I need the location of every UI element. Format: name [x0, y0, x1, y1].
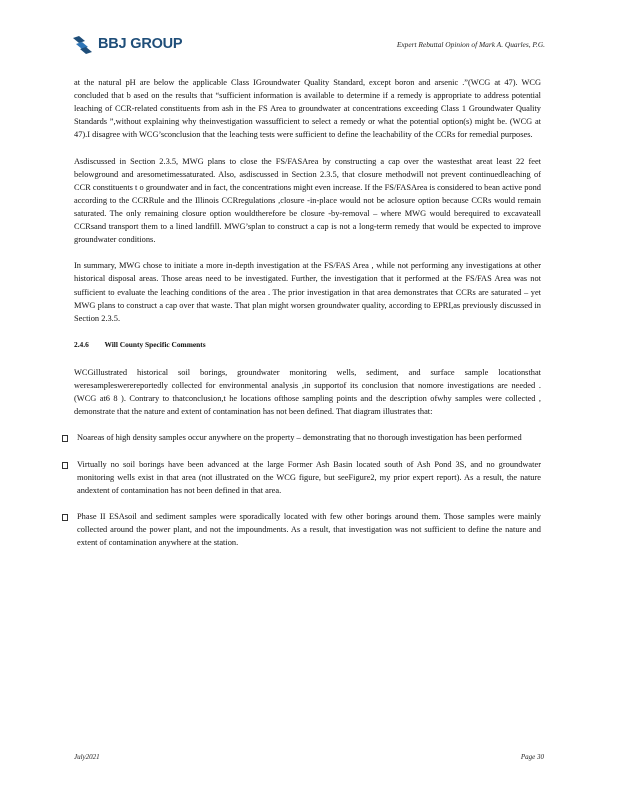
- bullet-text: Noareas of high density samples occur anywhere on the property – demonstrating that no thorough investigation has been performed: [77, 433, 522, 443]
- document-title: Expert Rebuttal Opinion of Mark A. Quarles, P.G.: [396, 40, 545, 49]
- bullet-item: [74, 510, 541, 549]
- bullet-text: Virtually no soil borings have been advanced at the large Former Ash Basin located south of Ash Pond 3S, and no groundwater monitoring wells exist in that area (not illustrated on the WCG figure, but seeFigure2, my prior expert report). As a result, the nature andextent of contamination has not been defined in that area.: [77, 459, 541, 495]
- section-heading: [74, 338, 541, 351]
- paragraph: Asdiscussed in Section 2.3.5, MWG plans to close the FS/FASArea by constructing a cap over the wastesthat areat least 22 feet belowground and aresometimessaturated. Also, asdiscussed in Section 2.3.5, that closure methodwill not prevent continuedleaching of CCR constituents t o groundwater and in fact, the concentrations might even increase. If the FS/FASArea is considered to bean active pond according to the CCRRule and the Illinois CCRregulations ,closure -in-place would not be aclosure option because CCRs would remain saturated. The only remaining closure option wouldtherefore be closure -by-removal – where MWG would berequired to excavateall CCRsand transport them to a lined landfill. MWG’splan to construct a cap is not a long-term remedy that would be expected to improve groundwater conditions.: [74, 156, 541, 245]
- bullet-item: [74, 431, 541, 444]
- page-body: [74, 76, 541, 562]
- bbj-logo-icon: [72, 34, 94, 54]
- company-logo: [72, 34, 182, 54]
- section-title: Will County Specific Comments: [104, 339, 206, 349]
- page-number: Page 30: [520, 753, 544, 761]
- section-number: 2.4.6: [74, 339, 89, 349]
- logo-text: BBJ GROUP: [98, 36, 183, 52]
- paragraph: at the natural pH are below the applicable Class IGroundwater Quality Standard, except boron and arsenic .”(WCG at 47). WCG concluded that b ased on the results that “sufficient information is available to determine if a remedy is appropriate to address potential leaching of CCR-related constituents from ash in the FS Area to groundwater at concentrations exceeding Class 1 Groundwater Quality Standards ”,without explaining why theinvestigation wassufficient to select a remedy or what the potential option(s) might be. (WCG at 47).I disagree with WCG’sconclusion that the leaching tests were sufficient to define the leachability of the CCRs for remedial purposes.: [74, 78, 541, 140]
- paragraph: WCGillustrated historical soil borings, groundwater monitoring wells, sediment, and surface sample locationsthat weresampleswerereportedly collected for environmental analysis ,in supportof its conclusion that nomore investigations are needed . (WCG at6 8 ). Contrary to thatconclusion,t he locations ofthose sampling points and the description ofwhy samples were collected , demonstrate that the nature and extent of contamination has not been defined. That diagram illustrates that:: [74, 367, 541, 417]
- bullet-text: Phase II ESAsoil and sediment samples were sporadically located with few other borings around them. Those samples were mainly collected around the power plant, and not the impoundments. As a result, that investigation was not sufficient to define the nature and extent of contamination anywhere at the station.: [77, 512, 541, 548]
- bullet-box-icon: [62, 435, 68, 442]
- footer-date: July2021: [74, 753, 100, 761]
- bullet-item: [74, 458, 541, 497]
- bullet-box-icon: [62, 514, 68, 521]
- paragraph: In summary, MWG chose to initiate a more in-depth investigation at the FS/FAS Area , while not performing any investigations at other historical disposal areas. Those areas need to be investigated. Further, the investigation that it performed at the FS/FAS Area was not sufficient to evaluate the leaching conditions of the area . The prior investigation in that area demonstrates that CCRs are saturated – yet MWG plans to construct a cap over that waste. That plan might worsen groundwater quality, according to EPRI,as previously discussed in Section 2.3.5.: [74, 261, 541, 323]
- bullet-box-icon: [62, 462, 68, 469]
